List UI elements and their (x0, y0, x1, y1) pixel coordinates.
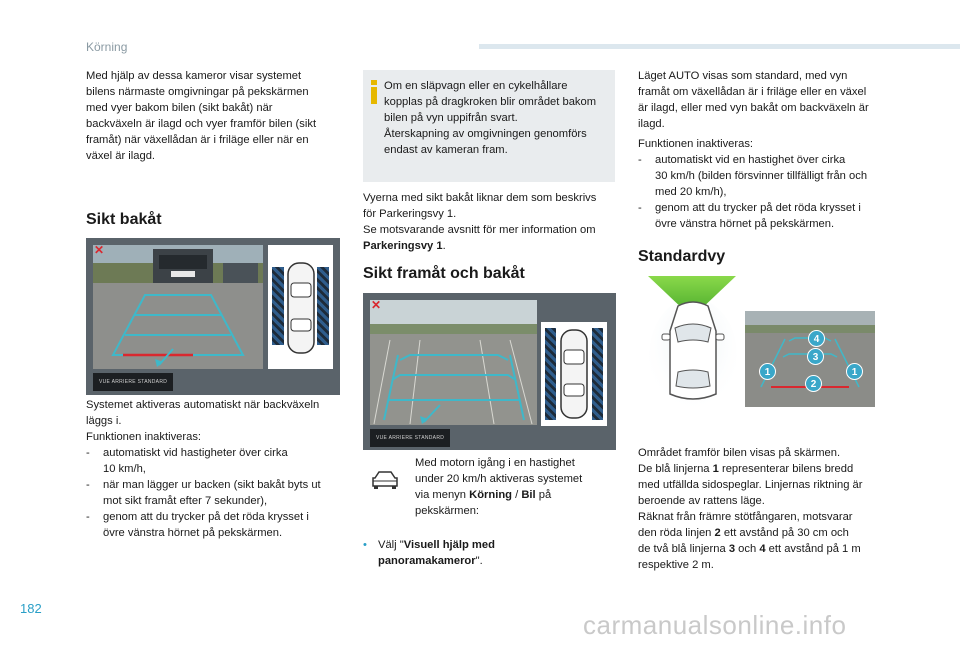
rear-camera-view (93, 245, 263, 369)
front-deactivation-list (638, 152, 898, 232)
rear-deactivation-list (86, 445, 346, 541)
label-3: 3 (807, 348, 824, 365)
camera-mode-label: VUE ARRIERE STANDARD (93, 373, 173, 391)
menu-panorama[interactable]: Visuell hjälp med panoramakameror (378, 539, 495, 567)
auto-paragraph: Läget AUTO visas som standard, med vyn framåt om växellådan är i friläge eller en växel är ilagd, eller med vyn bakåt om backväxeln är ilagd. (638, 70, 869, 130)
bullet-icon: • (363, 539, 367, 551)
deactivation-label: Funktionen inaktiveras: (638, 138, 754, 150)
watermark: carmanualsonline.info (583, 610, 847, 640)
header-bar (479, 44, 960, 49)
front-camera-image (370, 300, 537, 425)
select-instruction: • Välj "Visuell hjälp med panoramakameror". (363, 539, 495, 567)
label-2: 2 (805, 375, 822, 392)
activation-paragraph: Systemet aktiveras automatiskt när backväxeln läggs i. Funktionen inaktiveras: (86, 399, 320, 443)
blind-zone-left (545, 328, 556, 420)
rear-camera-image (93, 245, 263, 369)
link-parking-view[interactable]: Parkeringsvy 1 (363, 240, 443, 252)
car-top-view-icon (559, 328, 589, 420)
close-x-icon[interactable]: ✕ (94, 243, 105, 257)
front-camera-view (370, 300, 537, 425)
top-view-panel (268, 245, 333, 369)
top-view-panel (541, 322, 607, 426)
car-front-zone-diagram (648, 276, 738, 416)
blind-zone-right (317, 267, 329, 345)
blind-zone-right (592, 328, 603, 420)
heading-front-rear-view: Sikt framåt och bakåt (363, 265, 525, 282)
label-1-left: 1 (759, 363, 776, 380)
list-item: - automatiskt vid hastigheter över cirka 10 km/h, (86, 447, 288, 475)
list-item: - genom att du trycker på det röda krysset i övre vänstra hörnet på pekskärmen. (638, 202, 861, 230)
list-item: - genom att du trycker på det röda krysset i övre vänstra hörnet på pekskärmen. (86, 511, 309, 539)
standard-view-screen (745, 311, 875, 407)
heading-standard-view: Standardvy (638, 248, 726, 265)
intro-paragraph: Med hjälp av dessa kameror visar systemet bilens närmaste omgivningar på pekskärmen med vyer bakom bilen (sikt bakåt) när backväxeln är ilagd och vyer framför bilen (sikt framåt) när växellådan är i friläge eller när en växel är ilagd. (86, 70, 317, 162)
section-title: Körning (86, 40, 128, 54)
list-item: - när man lägger ur backen (sikt bakåt byts ut mot sikt framåt efter 7 sekunder), (86, 479, 321, 507)
label-1-right: 1 (846, 363, 863, 380)
heading-rear-view: Sikt bakåt (86, 211, 162, 228)
camera-mode-label: VUE ARRIERE STANDARD (370, 429, 450, 447)
menu-car[interactable]: Bil (521, 489, 536, 501)
info-box (363, 70, 615, 182)
front-rear-camera-screen (363, 293, 616, 450)
list-item: - automatiskt vid en hastighet över cirka 30 km/h (bilden försvinner tillfälligt från och med 20 km/h), (638, 154, 868, 198)
label-4: 4 (808, 330, 825, 347)
car-front-icon (370, 469, 400, 491)
close-x-icon[interactable]: ✕ (371, 298, 382, 312)
motor-paragraph: Med motorn igång i en hastighet under 20 km/h aktiveras systemet via menyn Körning / Bil på pekskärmen: (415, 457, 583, 517)
views-paragraph: Vyerna med sikt bakåt liknar dem som beskrivs för Parkeringsvy 1. Se motsvarande avsnitt för mer information om Parkeringsvy 1. (363, 192, 597, 252)
blind-zone-left (272, 267, 284, 345)
rear-camera-screen (86, 238, 340, 395)
standard-view-description: Området framför bilen visas på skärmen. De blå linjerna 1 representerar bilens bredd med utfällda sidospeglar. Linjernas riktning är beroende av rattens läge. Räknat från främre stötfångaren, motsvarar den röda linjen 2 ett avstånd på 30 cm och de två blå linjerna 3 och 4 ett avstånd på 1 m respektive 2 m. (638, 447, 863, 571)
info-icon (370, 80, 378, 104)
page-number: 182 (20, 601, 42, 616)
car-top-view-icon (286, 261, 316, 355)
menu-driving[interactable]: Körning (469, 489, 512, 501)
info-text: Om en släpvagn eller en cykelhållare kopplas på dragkroken blir området bakom bilen på vyn uppifrån svart. Återskapning av omgivningen genomförs endast av kameran fram. (384, 80, 597, 156)
